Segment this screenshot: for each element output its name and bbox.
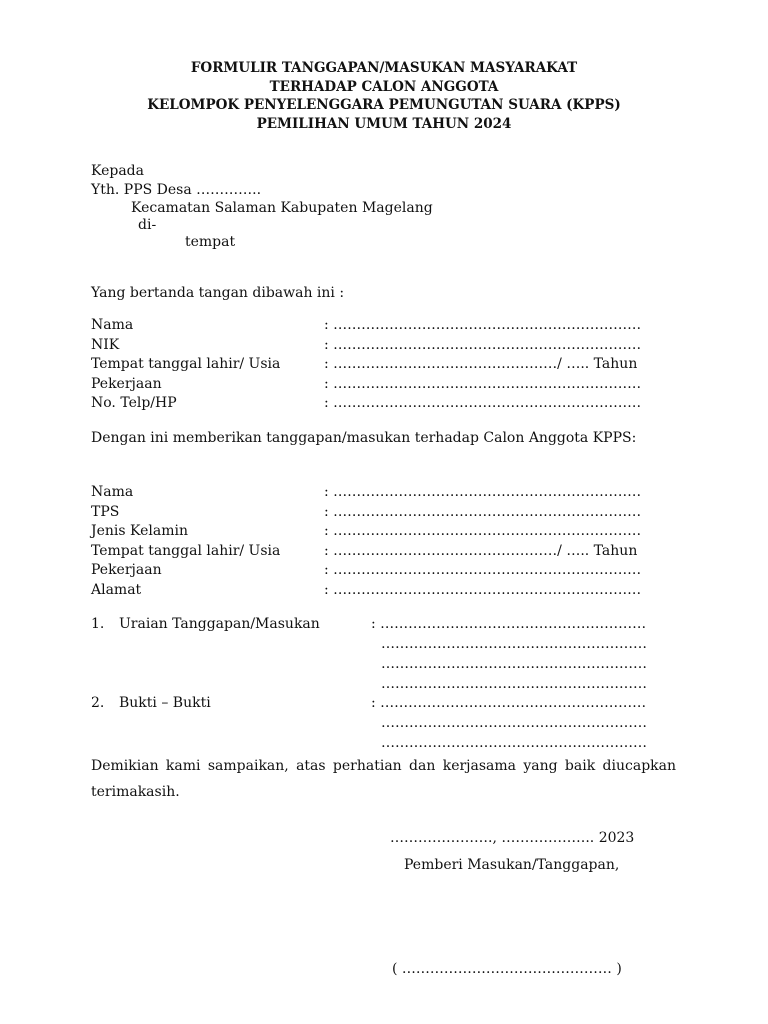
item-number: 2. xyxy=(91,695,105,711)
reporter-field-row xyxy=(91,336,676,356)
reporter-field-row xyxy=(91,394,676,414)
item-label xyxy=(91,615,320,635)
signature-date: …………………., ……………….. 2023 xyxy=(390,830,635,846)
candidate-field-row xyxy=(91,522,676,542)
field-value: : ………………………………………………………… xyxy=(324,503,642,520)
title-line-4: PEMILIHAN UMUM TAHUN 2024 xyxy=(256,115,512,132)
candidate-field-row xyxy=(91,483,676,503)
field-value: : ………………………………………………………… xyxy=(324,581,642,598)
candidate-field-row xyxy=(91,581,676,601)
field-value: : ………………………………………………………… xyxy=(324,484,642,500)
address-place: tempat xyxy=(185,234,236,250)
statement-text: Dengan ini memberikan tanggapan/masukan terhadap Calon Anggota KPPS: xyxy=(91,430,637,446)
candidate-field-row xyxy=(91,503,676,523)
title-line-2: TERHADAP CALON ANGGOTA xyxy=(269,78,499,95)
item-label xyxy=(91,694,211,714)
signature-name-line: ( ……………………………………… ) xyxy=(392,961,622,977)
field-label: Nama xyxy=(91,317,134,333)
field-label: Jenis Kelamin xyxy=(91,523,188,539)
form-title xyxy=(0,59,768,133)
reporter-field-row xyxy=(91,316,676,336)
candidate-field-row xyxy=(91,561,676,581)
item-continuation-line: ………………………………………………… xyxy=(381,656,647,672)
field-label: Nama xyxy=(91,484,134,500)
closing-text: Demikian kami sampaikan, atas perhatian dan kerjasama yang baik diucapkan terimakasih. xyxy=(91,758,676,800)
address-district: Kecamatan Salaman Kabupaten Magelang xyxy=(131,200,433,216)
address-di: di- xyxy=(138,217,157,233)
item-continuation-line: ………………………………………………… xyxy=(381,715,647,731)
reporter-field-row xyxy=(91,375,676,395)
field-label: TPS xyxy=(91,503,120,520)
field-label: Pekerjaan xyxy=(91,562,162,578)
field-value: : ………………………………………………………… xyxy=(324,375,642,392)
field-value: : ………………………………………………………… xyxy=(324,523,642,539)
field-value: : ………………………………………………………… xyxy=(324,317,642,333)
title-line-1: FORMULIR TANGGAPAN/MASUKAN MASYARAKAT xyxy=(190,60,578,76)
field-value: : ………………………………………………………… xyxy=(324,395,642,411)
candidate-field-row xyxy=(91,542,676,562)
item-first-line: : ………………………………………………… xyxy=(371,695,647,711)
field-value: : …………………………………………/ ….. Tahun xyxy=(324,356,638,372)
reporter-field-row xyxy=(91,355,676,375)
item-first-line: : ………………………………………………… xyxy=(371,616,647,632)
item-continuation-line: ………………………………………………… xyxy=(381,735,647,751)
address-to: Kepada xyxy=(91,163,144,179)
field-value: : ………………………………………………………… xyxy=(324,336,642,353)
field-label: Pekerjaan xyxy=(91,375,162,392)
field-label: Tempat tanggal lahir/ Usia xyxy=(91,356,281,372)
title-line-3: KELOMPOK PENYELENGGARA PEMUNGUTAN SUARA (KPPS) xyxy=(147,97,621,113)
field-label: NIK xyxy=(91,336,120,353)
item-title: Bukti – Bukti xyxy=(119,695,211,711)
field-value: : …………………………………………/ ….. Tahun xyxy=(324,542,638,559)
address-recipient: Yth. PPS Desa ………….. xyxy=(91,182,262,198)
item-continuation-line: ………………………………………………… xyxy=(381,676,647,692)
signature-role: Pemberi Masukan/Tanggapan, xyxy=(404,857,620,873)
item-number: 1. xyxy=(91,616,105,632)
field-label: No. Telp/HP xyxy=(91,395,177,411)
field-value: : ………………………………………………………… xyxy=(324,562,642,578)
field-label: Tempat tanggal lahir/ Usia xyxy=(91,542,281,559)
item-continuation-line: ………………………………………………… xyxy=(381,636,647,652)
intro-text: Yang bertanda tangan dibawah ini : xyxy=(91,285,345,301)
item-title: Uraian Tanggapan/Masukan xyxy=(119,616,320,632)
field-label: Alamat xyxy=(91,581,142,598)
